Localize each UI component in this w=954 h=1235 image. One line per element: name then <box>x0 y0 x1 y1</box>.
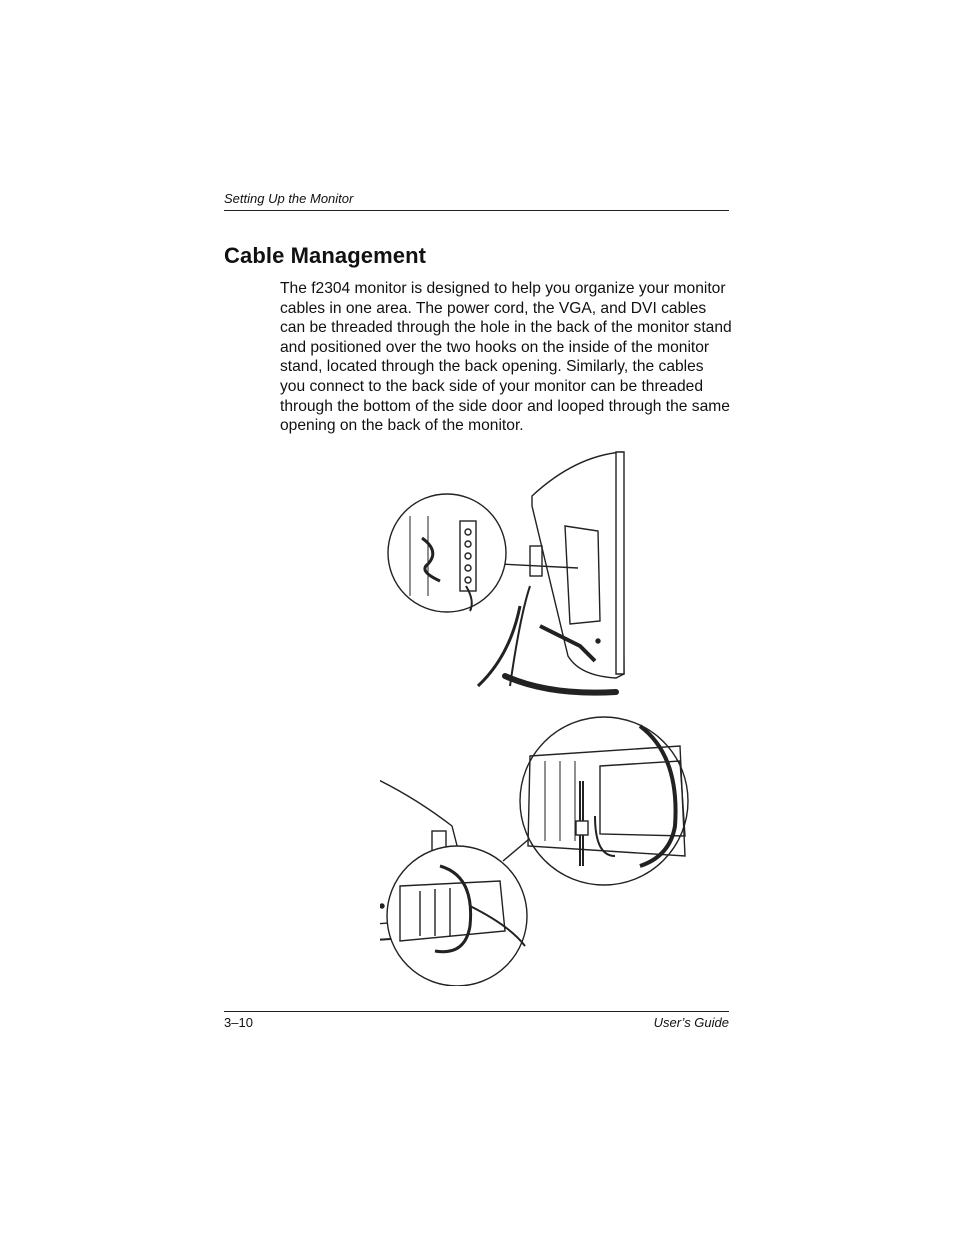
running-footer <box>224 1011 729 1030</box>
guide-name: User’s Guide <box>653 1015 729 1030</box>
monitor-rear-view-figure <box>380 717 688 986</box>
running-header <box>224 191 729 211</box>
running-title: Setting Up the Monitor <box>224 191 354 206</box>
monitor-side-view-figure <box>388 452 624 693</box>
monitor-cable-management-illustration <box>380 446 700 986</box>
section-title: Cable Management <box>224 243 427 268</box>
section-paragraph: The f2304 monitor is designed to help you organize your monitor cables in one area. The power cord, the VGA, and DVI cables can be threaded through the hole in the back of the monitor stand and positioned over the two hooks on the inside of the monitor stand, located through the back opening. Similarly, the cables you connect to the back side of your monitor can be threaded through the bottom of the side door and looped through the same opening on the back of the monitor. <box>280 280 732 435</box>
page-number: 3–10 <box>224 1015 253 1030</box>
